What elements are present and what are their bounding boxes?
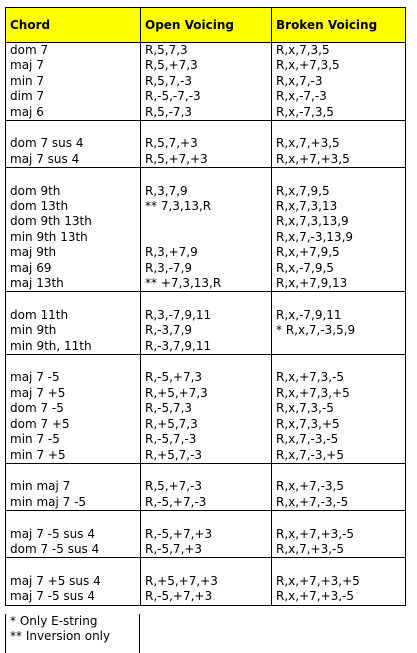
table-row — [6, 245, 406, 260]
open-voicing-cell: R,+5,7,-3 — [141, 448, 272, 464]
table-row — [6, 386, 406, 401]
broken-voicing-cell: R,x,7,+3,5 — [272, 136, 406, 151]
chord-name-cell: min 7 -5 — [6, 432, 141, 447]
chord-name-cell: maj 69 — [6, 261, 141, 276]
chord-name-cell: maj 7 -5 sus 4 — [6, 527, 141, 542]
table-row — [6, 58, 406, 73]
chord-name-cell: dim 7 — [6, 89, 141, 104]
open-voicing-cell: R,-5,7,+3 — [141, 542, 272, 558]
footnote-inversion: ** Inversion only — [10, 629, 111, 644]
table-row — [6, 230, 406, 245]
open-voicing-cell: R,-5,-7,-3 — [141, 89, 272, 104]
open-voicing-cell: ** +7,3,13,R — [141, 276, 272, 292]
table-row — [6, 574, 406, 589]
spacer-cell — [141, 463, 272, 479]
table-row — [6, 339, 406, 355]
table-row — [6, 495, 406, 511]
group-spacer — [6, 292, 406, 308]
chord-name-cell: dom 11th — [6, 308, 141, 323]
open-voicing-cell: R,3,+7,9 — [141, 245, 272, 260]
broken-voicing-cell: R,x,7,-3,13,9 — [272, 230, 406, 245]
group-spacer — [6, 511, 406, 527]
chord-name-cell: dom 13th — [6, 199, 141, 214]
open-voicing-cell: R,+5,+7,3 — [141, 386, 272, 401]
chord-name-cell: dom 7 +5 — [6, 417, 141, 432]
spacer-cell — [141, 355, 272, 371]
header-row — [6, 8, 406, 43]
chord-name-cell: dom 9th — [6, 184, 141, 199]
table-row — [6, 401, 406, 416]
spacer-cell — [6, 511, 141, 527]
broken-voicing-cell: R,x,7,3,-5 — [272, 401, 406, 416]
table-row — [6, 199, 406, 214]
spacer-cell — [141, 121, 272, 137]
group-spacer — [6, 121, 406, 137]
table-row — [6, 214, 406, 229]
open-voicing-cell: R,3,-7,9 — [141, 261, 272, 276]
chord-name-cell: maj 7 +5 sus 4 — [6, 574, 141, 589]
spacer-cell — [272, 121, 406, 137]
open-voicing-cell: ** 7,3,13,R — [141, 199, 272, 214]
table-row — [6, 542, 406, 558]
open-voicing-cell: R,+5,7,3 — [141, 417, 272, 432]
broken-voicing-cell: R,x,7,3,5 — [272, 43, 406, 59]
table-row — [6, 74, 406, 89]
spacer-cell — [272, 463, 406, 479]
open-voicing-cell: R,5,7,+3 — [141, 136, 272, 151]
broken-voicing-cell: R,x,7,3,+5 — [272, 417, 406, 432]
chord-name-cell: maj 7 — [6, 58, 141, 73]
open-voicing-cell: R,-5,7,3 — [141, 401, 272, 416]
table-row — [6, 589, 406, 605]
table-row — [6, 432, 406, 447]
open-voicing-cell: R,3,-7,9,11 — [141, 308, 272, 323]
open-voicing-cell: R,3,7,9 — [141, 184, 272, 199]
broken-voicing-cell: R,x,7,3,13,9 — [272, 214, 406, 229]
broken-voicing-cell: R,x,+7,-3,-5 — [272, 495, 406, 511]
open-voicing-cell: R,5,+7,3 — [141, 58, 272, 73]
spacer-cell — [141, 511, 272, 527]
broken-voicing-cell: R,x,+7,9,5 — [272, 245, 406, 260]
chord-name-cell: maj 13th — [6, 276, 141, 292]
chord-name-cell: dom 7 -5 — [6, 401, 141, 416]
spacer-cell — [272, 558, 406, 574]
broken-voicing-cell: R,x,7,-3,+5 — [272, 448, 406, 464]
broken-voicing-cell: R,x,7,9,5 — [272, 184, 406, 199]
table-row — [6, 323, 406, 338]
spacer-cell — [272, 168, 406, 184]
broken-voicing-cell: R,x,-7,3,5 — [272, 105, 406, 121]
group-spacer — [6, 558, 406, 574]
broken-voicing-cell: R,x,-7,9,11 — [272, 308, 406, 323]
open-voicing-cell: R,-5,+7,-3 — [141, 495, 272, 511]
footnotes — [5, 614, 140, 653]
table-row — [6, 370, 406, 385]
spacer-cell — [141, 168, 272, 184]
broken-voicing-cell: * R,x,7,-3,5,9 — [272, 323, 406, 338]
chord-name-cell: min maj 7 -5 — [6, 495, 141, 511]
open-voicing-cell: R,+5,+7,+3 — [141, 574, 272, 589]
table-row — [6, 89, 406, 104]
chord-name-cell: maj 7 -5 sus 4 — [6, 589, 141, 605]
header-broken-voicing: Broken Voicing — [272, 8, 406, 43]
chord-name-cell: min 7 +5 — [6, 448, 141, 464]
table-row — [6, 43, 406, 59]
spacer-cell — [272, 355, 406, 371]
open-voicing-cell: R,5,7,-3 — [141, 74, 272, 89]
spacer-cell — [141, 558, 272, 574]
chord-name-cell: maj 6 — [6, 105, 141, 121]
chord-name-cell: min 9th 13th — [6, 230, 141, 245]
table-body — [6, 43, 406, 606]
open-voicing-cell: R,5,7,3 — [141, 43, 272, 59]
broken-voicing-cell: R,x,+7,9,13 — [272, 276, 406, 292]
open-voicing-cell: R,-5,+7,3 — [141, 370, 272, 385]
broken-voicing-cell: R,x,+7,3,5 — [272, 58, 406, 73]
table-row — [6, 448, 406, 464]
chord-name-cell: dom 7 sus 4 — [6, 136, 141, 151]
open-voicing-cell: R,5,+7,+3 — [141, 152, 272, 168]
group-spacer — [6, 463, 406, 479]
table-row — [6, 184, 406, 199]
open-voicing-cell — [141, 214, 272, 229]
chord-name-cell: maj 7 sus 4 — [6, 152, 141, 168]
broken-voicing-cell: R,x,+7,3,+5 — [272, 386, 406, 401]
chord-name-cell: maj 9th — [6, 245, 141, 260]
broken-voicing-cell: R,x,+7,+3,+5 — [272, 574, 406, 589]
chord-name-cell: dom 7 — [6, 43, 141, 59]
broken-voicing-cell: R,x,7,-3 — [272, 74, 406, 89]
header-open-voicing: Open Voicing — [141, 8, 272, 43]
chord-name-cell: min 7 — [6, 74, 141, 89]
open-voicing-cell: R,5,-7,3 — [141, 105, 272, 121]
table-row — [6, 152, 406, 168]
broken-voicing-cell: R,x,-7,-3 — [272, 89, 406, 104]
broken-voicing-cell: R,x,7,3,13 — [272, 199, 406, 214]
open-voicing-cell: R,-3,7,9,11 — [141, 339, 272, 355]
chord-name-cell: min maj 7 — [6, 479, 141, 494]
broken-voicing-cell: R,x,+7,+3,5 — [272, 152, 406, 168]
group-spacer — [6, 168, 406, 184]
group-spacer — [6, 355, 406, 371]
chord-name-cell: maj 7 +5 — [6, 386, 141, 401]
broken-voicing-cell: R,x,+7,+3,-5 — [272, 527, 406, 542]
spacer-cell — [6, 463, 141, 479]
table-row — [6, 105, 406, 121]
spacer-cell — [6, 168, 141, 184]
spacer-cell — [6, 121, 141, 137]
open-voicing-cell — [141, 230, 272, 245]
broken-voicing-cell: R,x,7,-3,-5 — [272, 432, 406, 447]
open-voicing-cell: R,-5,+7,+3 — [141, 589, 272, 605]
header-chord: Chord — [6, 8, 141, 43]
chord-name-cell: maj 7 -5 — [6, 370, 141, 385]
spacer-cell — [6, 355, 141, 371]
spacer-cell — [141, 292, 272, 308]
table-row — [6, 527, 406, 542]
broken-voicing-cell: R,x,+7,-3,5 — [272, 479, 406, 494]
open-voicing-cell: R,-5,+7,+3 — [141, 527, 272, 542]
broken-voicing-cell: R,x,7,+3,-5 — [272, 542, 406, 558]
broken-voicing-cell: R,x,+7,3,-5 — [272, 370, 406, 385]
broken-voicing-cell — [272, 339, 406, 355]
footnote-e-string: * Only E-string — [10, 614, 98, 628]
open-voicing-cell: R,-5,7,-3 — [141, 432, 272, 447]
table-row — [6, 417, 406, 432]
chord-name-cell: min 9th — [6, 323, 141, 338]
spacer-cell — [272, 511, 406, 527]
broken-voicing-cell: R,x,-7,9,5 — [272, 261, 406, 276]
chord-voicing-table — [5, 7, 406, 606]
spacer-cell — [6, 292, 141, 308]
chord-name-cell: dom 9th 13th — [6, 214, 141, 229]
open-voicing-cell: R,5,+7,-3 — [141, 479, 272, 494]
chord-name-cell: min 9th, 11th — [6, 339, 141, 355]
spacer-cell — [272, 292, 406, 308]
spacer-cell — [6, 558, 141, 574]
table-row — [6, 276, 406, 292]
chord-name-cell: dom 7 -5 sus 4 — [6, 542, 141, 558]
broken-voicing-cell: R,x,+7,+3,-5 — [272, 589, 406, 605]
table-row — [6, 308, 406, 323]
table-row — [6, 479, 406, 494]
table-row — [6, 261, 406, 276]
open-voicing-cell: R,-3,7,9 — [141, 323, 272, 338]
table-row — [6, 136, 406, 151]
